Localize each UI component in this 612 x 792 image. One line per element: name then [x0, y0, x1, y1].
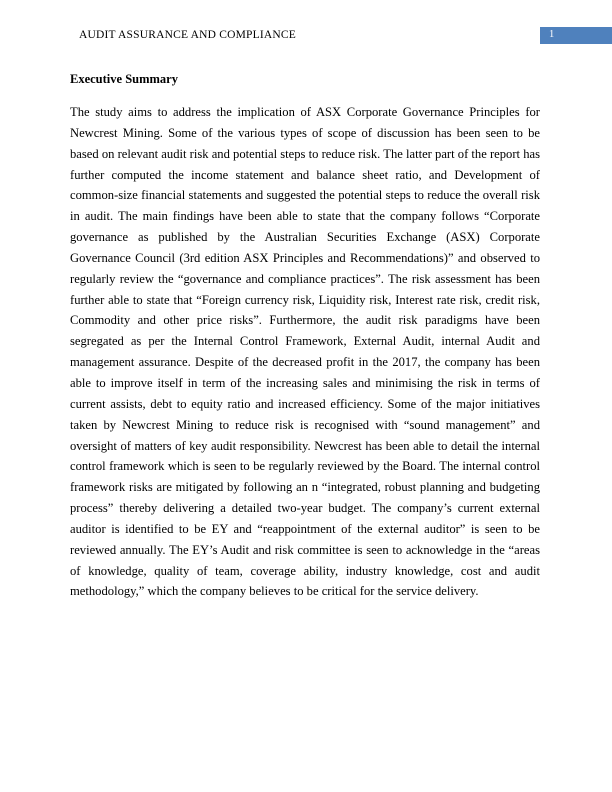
- page-header: [0, 27, 612, 45]
- page-number: 1: [549, 29, 555, 41]
- body-paragraph: The study aims to address the implication of ASX Corporate Governance Principles for Newcrest Mining. Some of the various types of scope of discussion has been seen to be based on relevant audit risk and potential steps to reduce risk. The latter part of the report has further computed the income statement and balance sheet ratio, and Development of common-size financial statements and suggested the potential steps to reduce the overall risk in audit. The main findings have been able to state that the company follows “Corporate governance as published by the Australian Securities Exchange (ASX) Corporate Governance Council (3rd edition ASX Principles and Recommendations)” and observed to regularly review the “governance and compliance practices”. The risk assessment has been further able to state that “Foreign currency risk, Liquidity risk, Interest rate risk, credit risk, Commodity and other price risks”. Furthermore, the audit risk paradigms have been segregated as per the Internal Control Framework, External Audit, internal Audit and management assurance. Despite of the decreased profit in the 2017, the company has been able to improve itself in term of the increasing sales and minimising the risk in terms of current assists, debt to equity ratio and increased efficiency. Some of the major initiatives taken by Newcrest Mining to reduce risk is recognised with “sound management” and oversight of matters of key audit responsibility. Newcrest has been able to detail the internal control framework which is seen to be regularly reviewed by the Board. The internal control framework risks are mitigated by following an n “integrated, robust planning and budgeting process” thereby delivering a detailed two-year budget. The company’s current external auditor is identified to be EY and “reappointment of the external auditor” is seen to be reviewed annually. The EY’s Audit and risk committee is seen to acknowledge in the “areas of knowledge, quality of team, coverage ability, industry knowledge, cost and audit methodology,” which the company believes to be critical for the service delivery.: [70, 105, 540, 599]
- page-number-badge: [540, 27, 612, 44]
- section-heading: Executive Summary: [70, 72, 178, 86]
- running-header-title: AUDIT ASSURANCE AND COMPLIANCE: [79, 29, 296, 41]
- document-body: [70, 72, 540, 602]
